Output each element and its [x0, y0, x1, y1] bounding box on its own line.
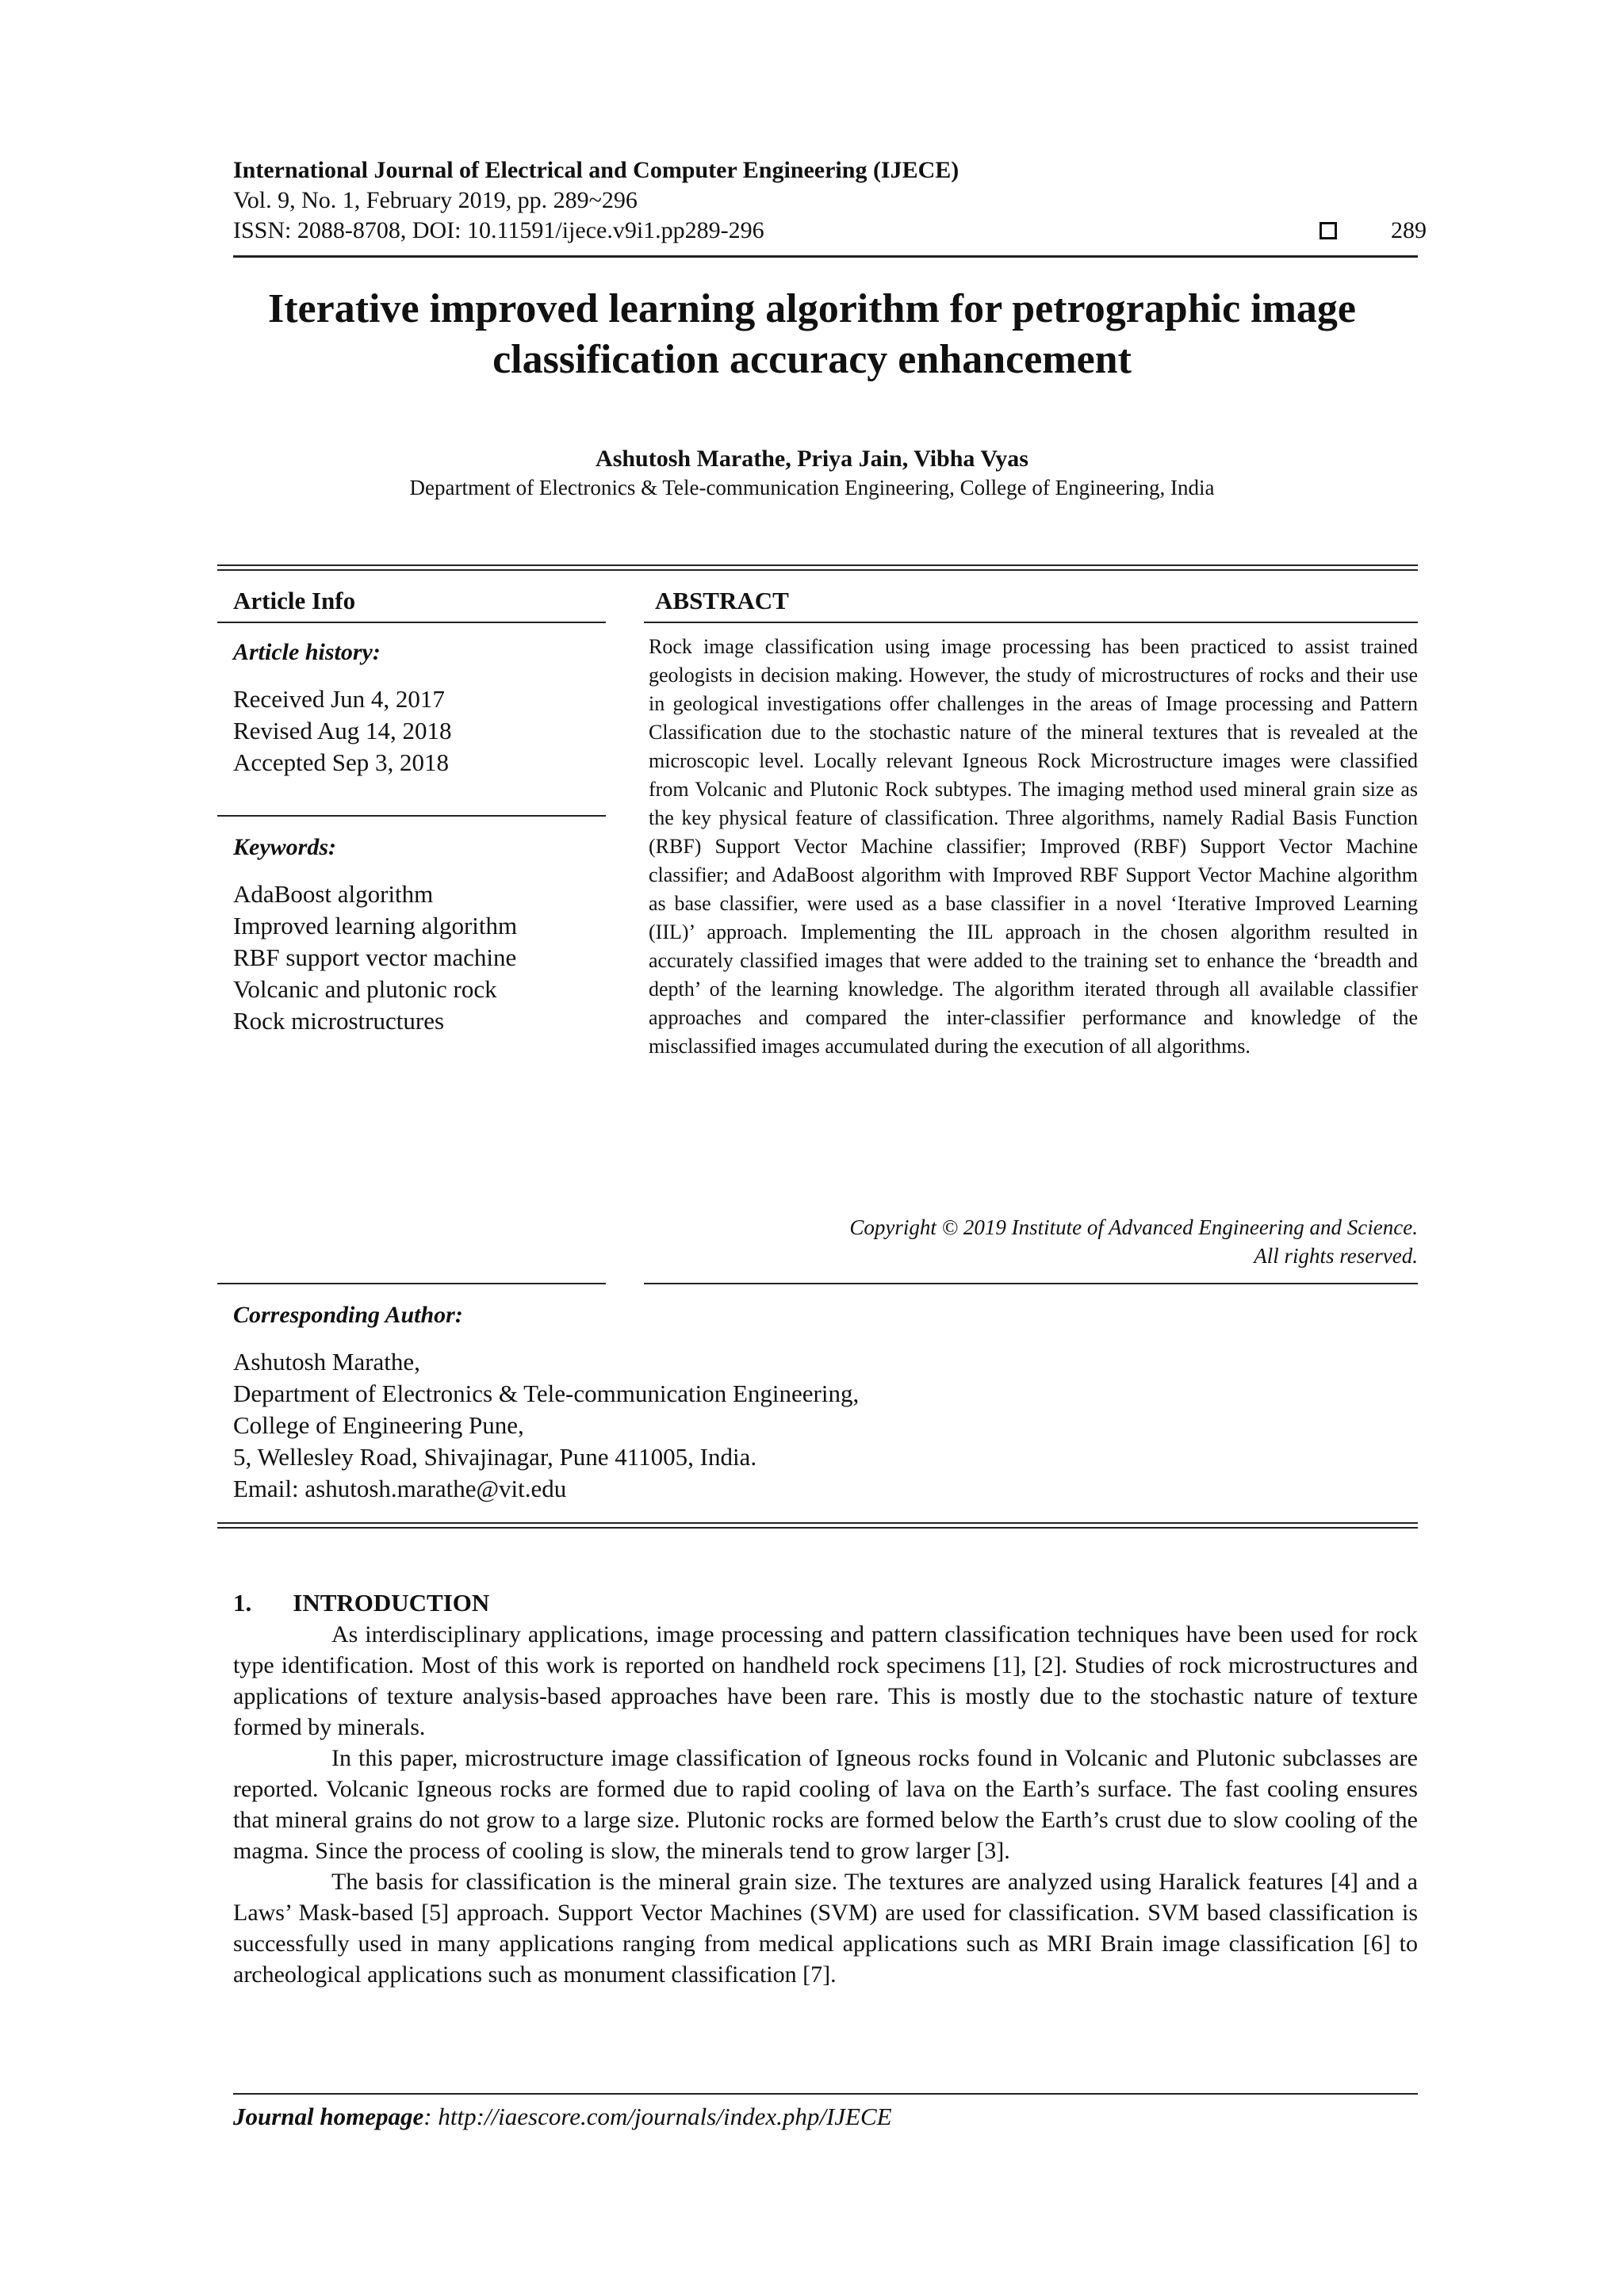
journal-homepage: [233, 2103, 892, 2131]
square-bullet-icon: [1320, 222, 1337, 239]
corresponding-address: 5, Wellesley Road, Shivajinagar, Pune 411005, India.: [233, 1443, 757, 1471]
keyword-item: AdaBoost algorithm: [233, 880, 434, 908]
footer-rule: [233, 2093, 1418, 2095]
revised-date: Revised Aug 14, 2018: [233, 717, 452, 744]
article-history-list: [233, 683, 452, 779]
title-line-2: classification accuracy enhancement: [492, 337, 1132, 382]
keyword-item: Rock microstructures: [233, 1007, 445, 1035]
keyword-item: RBF support vector machine: [233, 943, 517, 971]
abstract-body: Rock image classification using image processing has been practiced to assist trained geologists in decision making. However, the study of microstructures of rocks and their use in geological investigations offer challenges in the areas of Image processing and Pattern Classification due to the stochastic nature of the mineral textures that is revealed at the microscopic level. Locally relevant Igneous Rock Microstructure images were classified from Volcanic and Plutonic Rock subtypes. The imaging method used mineral grain size as the key physical feature of classification. Three algorithms, namely Radial Basis Function (RBF) Support Vector Machine classifier; Improved (RBF) Support Vector Machine classifier; and AdaBoost algorithm with Improved RBF Support Vector Machine algorithm as base classifier, were used as a base classifier in a novel ‘Iterative Improved Learning (IIL)’ approach. Implementing the IIL approach in the chosen algorithm resulted in accurately classified images that were added to the training set to enhance the ‘breadth and depth’ of the learning knowledge. The algorithm iterated through all available classifier approaches and compared the inter-classifier performance and knowledge of the misclassified images accumulated during the execution of all algorithms.: [649, 635, 1418, 1058]
abstract-heading: ABSTRACT: [655, 587, 789, 614]
frontmatter-bottom-rule-2: [217, 1527, 1418, 1529]
frontmatter-top-rule: [217, 564, 1418, 566]
keywords-heading: Keywords:: [233, 834, 336, 860]
intro-paragraph-3: The basis for classification is the mineral grain size. The textures are analyzed using Haralick features [4] and a Laws’ Mask-based [5] approach. Support Vector Machines (SVM) are used for classification. SVM based classification is successfully used in many applications ranging from medical applications such as MRI Brain image classification [6] to archeological applications such as monument classification [7].: [233, 1869, 1418, 1988]
corresponding-rule-right: [644, 1283, 1418, 1284]
copyright-line-2: All rights reserved.: [1254, 1244, 1418, 1268]
corresponding-department: Department of Electronics & Tele-communication Engineering,: [233, 1380, 860, 1407]
journal-name: International Journal of Electrical and Computer Engineering (IJECE): [233, 157, 959, 183]
intro-paragraph-1: As interdisciplinary applications, image processing and pattern classification techniques have been used for rock type identification. Most of this work is reported on handheld rock specimens [1], [2]. Studies of rock microstructures and applications of texture analysis-based approaches have been rare. This is mostly due to the stochastic nature of texture formed by minerals.: [233, 1621, 1418, 1740]
accepted-date: Accepted Sep 3, 2018: [233, 748, 450, 776]
authors: Ashutosh Marathe, Priya Jain, Vibha Vyas: [596, 446, 1028, 472]
article-info-rule: [217, 622, 606, 623]
header-rule: [233, 255, 1418, 258]
article-info-heading: Article Info: [233, 587, 356, 614]
journal-volume: Vol. 9, No. 1, February 2019, pp. 289~296: [233, 187, 638, 213]
page-number: 289: [1391, 217, 1427, 243]
frontmatter-bottom-rule: [217, 1522, 1418, 1524]
journal-issn-doi: ISSN: 2088-8708, DOI: 10.11591/ijece.v9i1.pp289-296: [233, 217, 764, 243]
corresponding-college: College of Engineering Pune,: [233, 1411, 524, 1439]
keyword-item: Volcanic and plutonic rock: [233, 975, 497, 1003]
section-title: INTRODUCTION: [293, 1589, 490, 1617]
paper-title: [159, 284, 1465, 385]
corresponding-name: Ashutosh Marathe,: [233, 1348, 420, 1376]
introduction-body: [233, 1619, 1418, 1990]
keywords-rule: [217, 815, 606, 817]
corresponding-rule-left: [217, 1283, 606, 1284]
article-history-heading: Article history:: [233, 639, 381, 665]
copyright-line-1: Copyright © 2019 Institute of Advanced Engineering and Science.: [849, 1215, 1418, 1239]
affiliation: Department of Electronics & Tele-communication Engineering, College of Engineering, India: [409, 476, 1215, 499]
corresponding-author-heading: Corresponding Author:: [233, 1302, 463, 1328]
abstract-rule: [644, 622, 1418, 623]
keyword-item: Improved learning algorithm: [233, 912, 518, 939]
frontmatter-top-rule-2: [217, 569, 1418, 571]
title-line-1: Iterative improved learning algorithm for petrographic image: [267, 286, 1356, 331]
section-number: 1.: [233, 1589, 252, 1617]
corresponding-author-details: [233, 1346, 859, 1505]
homepage-label: Journal homepage: [233, 2103, 424, 2130]
corresponding-email: Email: ashutosh.marathe@vit.edu: [233, 1475, 567, 1502]
received-date: Received Jun 4, 2017: [233, 685, 445, 713]
keywords-list: [233, 878, 517, 1037]
introduction-heading: [233, 1589, 489, 1617]
homepage-url[interactable]: : http://iaescore.com/journals/index.php/IJECE: [423, 2103, 892, 2130]
intro-paragraph-2: In this paper, microstructure image classification of Igneous rocks found in Volcanic and Plutonic subclasses are reported. Volcanic Igneous rocks are formed due to rapid cooling of lava on the Earth’s surface. The fast cooling ensures that mineral grains do not grow to a large size. Plutonic rocks are formed below the Earth’s crust due to slow cooling of the magma. Since the process of cooling is slow, the minerals tend to grow larger [3].: [233, 1745, 1418, 1864]
